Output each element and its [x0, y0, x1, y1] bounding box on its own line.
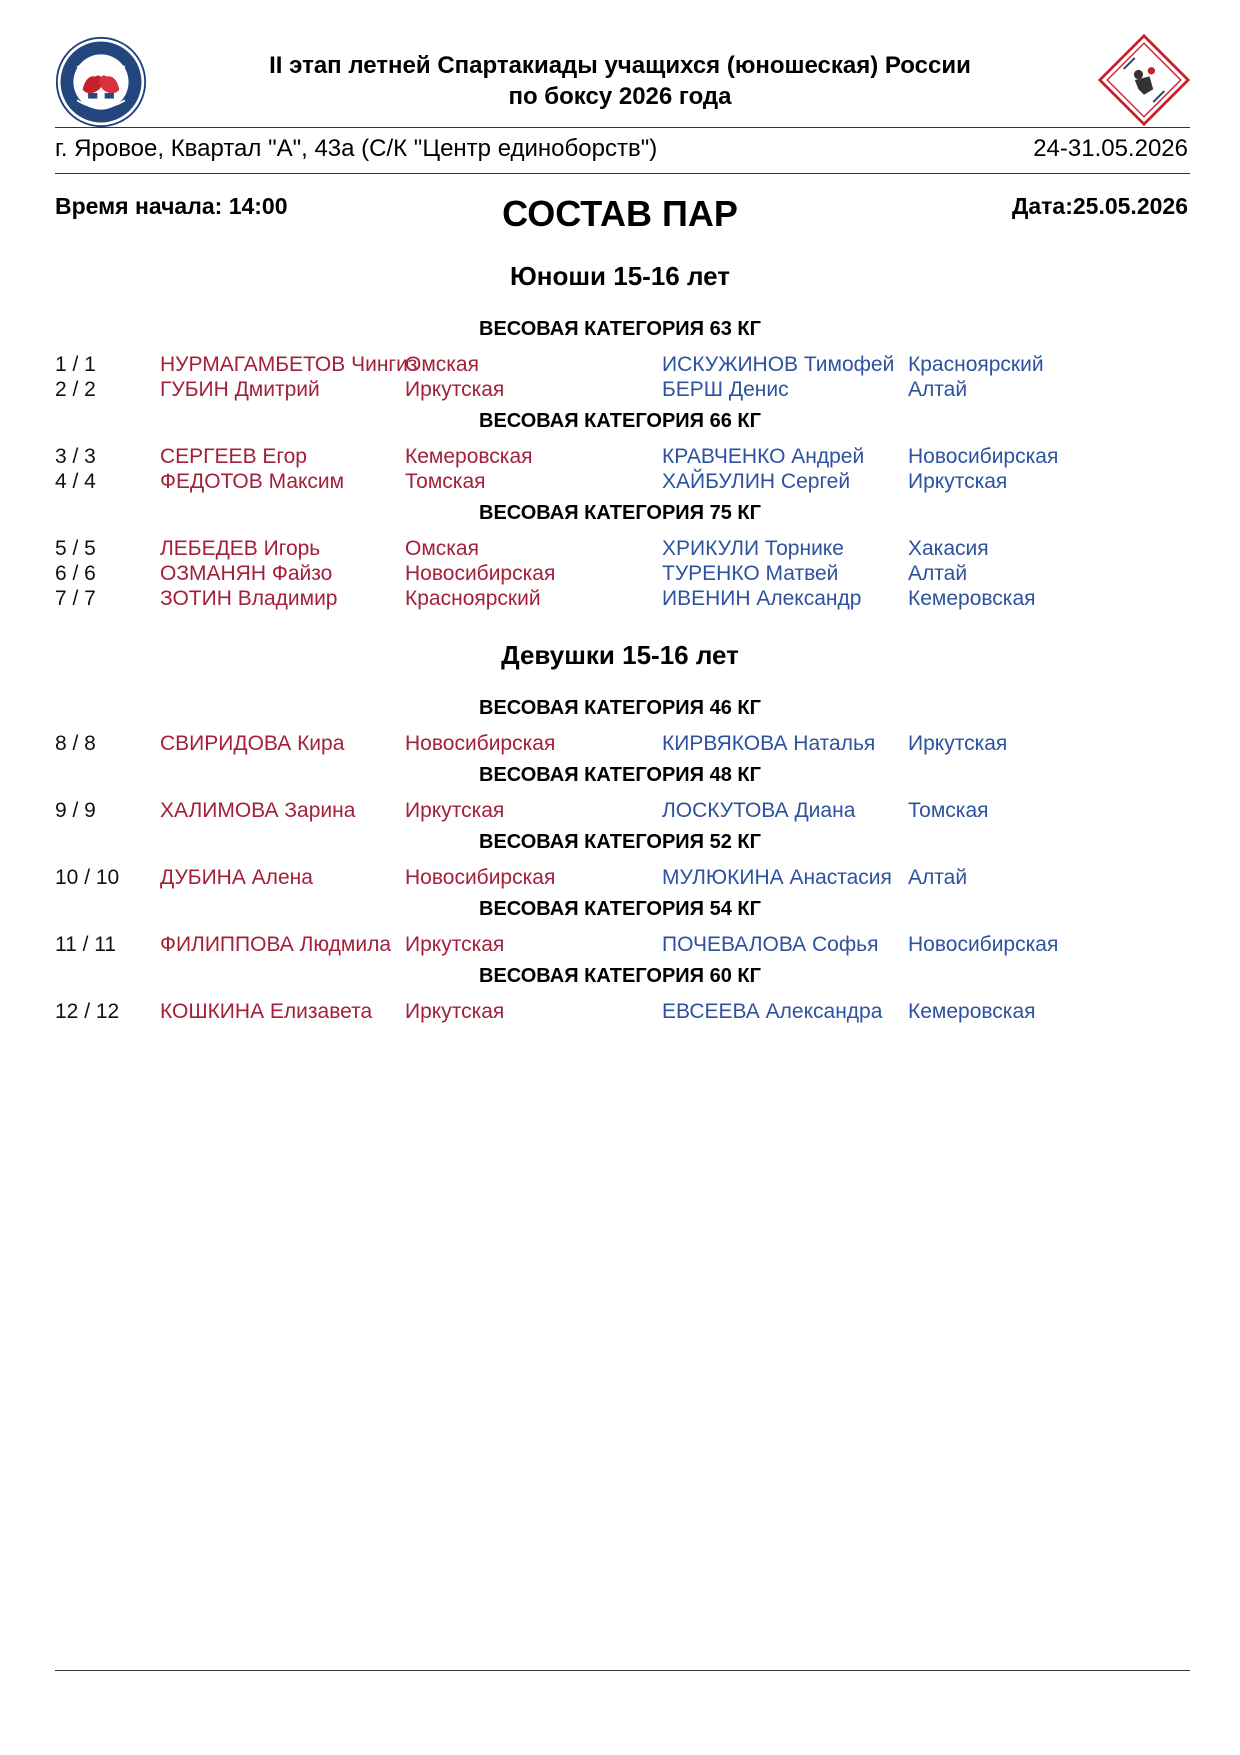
- blue-corner-name: ЕВСЕЕВА Александра: [662, 1000, 883, 1023]
- red-corner-name: ФЕДОТОВ Максим: [160, 470, 345, 493]
- bout-number: 9 / 9: [55, 799, 96, 822]
- red-corner-name: СВИРИДОВА Кира: [160, 732, 345, 755]
- footer-divider: [55, 1670, 1190, 1671]
- weight-category-title: ВЕСОВАЯ КАТЕГОРИЯ 66 КГ: [479, 410, 761, 432]
- weight-category-title: ВЕСОВАЯ КАТЕГОРИЯ 54 КГ: [479, 898, 761, 920]
- red-corner-region: Новосибирская: [405, 562, 556, 585]
- category-spacer: [0, 494, 1240, 498]
- bout-number: 10 / 10: [55, 866, 120, 889]
- blue-corner-name: БЕРШ Денис: [662, 378, 789, 401]
- blue-corner-region: Новосибирская: [908, 933, 1059, 956]
- blue-corner-name: ЛОСКУТОВА Диана: [662, 799, 856, 822]
- bout-row: [0, 561, 1240, 586]
- bout-number: 7 / 7: [55, 587, 96, 610]
- blue-corner-region: Новосибирская: [908, 445, 1059, 468]
- red-corner-name: КОШКИНА Елизавета: [160, 1000, 373, 1023]
- bout-number: 1 / 1: [55, 353, 96, 376]
- blue-corner-region: Иркутская: [908, 732, 1008, 755]
- category-spacer: [0, 756, 1240, 760]
- blue-corner-name: ХАЙБУЛИН Сергей: [662, 470, 851, 493]
- federation-logo-left: [55, 36, 147, 128]
- weight-category-title: ВЕСОВАЯ КАТЕГОРИЯ 52 КГ: [479, 831, 761, 853]
- category-spacer: [0, 957, 1240, 961]
- blue-corner-name: ПОЧЕВАЛОВА Софья: [662, 933, 879, 956]
- category-spacer: [0, 611, 1240, 615]
- red-corner-name: НУРМАГАМБЕТОВ Чингиз: [160, 353, 418, 376]
- event-dates: 24-31.05.2026: [1033, 135, 1188, 162]
- blue-corner-name: ТУРЕНКО Матвей: [662, 562, 839, 585]
- category-spacer: [0, 1024, 1240, 1028]
- bout-row: [0, 586, 1240, 611]
- red-corner-region: Иркутская: [405, 933, 505, 956]
- blue-corner-region: Томская: [908, 799, 989, 822]
- blue-corner-name: ИВЕНИН Александр: [662, 587, 862, 610]
- red-corner-region: Иркутская: [405, 799, 505, 822]
- blue-corner-name: МУЛЮКИНА Анастасия: [662, 866, 892, 889]
- start-time-value: 14:00: [228, 193, 288, 219]
- red-corner-region: Иркутская: [405, 1000, 505, 1023]
- blue-corner-region: Алтай: [908, 866, 968, 889]
- red-corner-region: Новосибирская: [405, 732, 556, 755]
- bout-list: [0, 258, 1240, 1028]
- bout-row: [0, 999, 1240, 1024]
- red-corner-name: ЗОТИН Владимир: [160, 587, 338, 610]
- blue-corner-region: Иркутская: [908, 470, 1008, 493]
- bout-row: [0, 536, 1240, 561]
- age-group-title: Юноши 15-16 лет: [509, 261, 731, 291]
- bout-number: 2 / 2: [55, 378, 96, 401]
- event-title: [190, 50, 1050, 112]
- bout-number: 5 / 5: [55, 537, 96, 560]
- bout-number: 8 / 8: [55, 732, 96, 755]
- bout-number: 4 / 4: [55, 470, 96, 493]
- weight-category-title: ВЕСОВАЯ КАТЕГОРИЯ 63 КГ: [479, 318, 761, 340]
- red-corner-name: ФИЛИППОВА Людмила: [160, 933, 392, 956]
- bout-number: 3 / 3: [55, 445, 96, 468]
- red-corner-region: Томская: [405, 470, 486, 493]
- start-time-label: Время начала:: [55, 193, 223, 219]
- age-group-title: Девушки 15-16 лет: [501, 640, 739, 670]
- blue-corner-region: Алтай: [908, 378, 968, 401]
- bout-row: [0, 865, 1240, 890]
- red-corner-region: Кемеровская: [405, 445, 533, 468]
- red-corner-region: Иркутская: [405, 378, 505, 401]
- category-spacer: [0, 402, 1240, 406]
- bout-number: 11 / 11: [55, 933, 117, 956]
- red-corner-region: Новосибирская: [405, 866, 556, 889]
- header-divider-bottom: [55, 173, 1190, 174]
- weight-category-title: ВЕСОВАЯ КАТЕГОРИЯ 75 КГ: [479, 502, 761, 524]
- bout-date: [1012, 193, 1188, 220]
- red-corner-region: Омская: [405, 537, 479, 560]
- weight-category-title: ВЕСОВАЯ КАТЕГОРИЯ 48 КГ: [479, 764, 761, 786]
- red-corner-name: ОЗМАНЯН Файзо: [160, 562, 333, 585]
- event-title-line2: по боксу 2026 года: [508, 83, 732, 110]
- red-corner-name: ДУБИНА Алена: [160, 866, 313, 889]
- blue-corner-name: ИСКУЖИНОВ Тимофей: [662, 353, 895, 376]
- bout-number: 6 / 6: [55, 562, 96, 585]
- weight-category-title: ВЕСОВАЯ КАТЕГОРИЯ 60 КГ: [479, 965, 761, 987]
- bout-row: [0, 377, 1240, 402]
- blue-corner-name: КРАВЧЕНКО Андрей: [662, 445, 865, 468]
- bout-row: [0, 352, 1240, 377]
- blue-corner-region: Красноярский: [908, 353, 1044, 376]
- bout-row: [0, 798, 1240, 823]
- blue-corner-name: ХРИКУЛИ Торнике: [662, 537, 844, 560]
- bout-date-label: Дата:: [1011, 193, 1073, 219]
- document-title: СОСТАВ ПАР: [502, 193, 738, 234]
- event-title-line1: II этап летней Спартакиады учащихся (юношеская) России: [269, 52, 971, 79]
- red-corner-region: Красноярский: [405, 587, 541, 610]
- red-corner-region: Омская: [405, 353, 479, 376]
- red-corner-name: ХАЛИМОВА Зарина: [160, 799, 356, 822]
- federation-logo-right: [1098, 34, 1190, 126]
- blue-corner-region: Кемеровская: [908, 1000, 1036, 1023]
- category-spacer: [0, 823, 1240, 827]
- bout-row: [0, 444, 1240, 469]
- red-corner-name: ЛЕБЕДЕВ Игорь: [160, 537, 321, 560]
- blue-corner-name: КИРВЯКОВА Наталья: [662, 732, 876, 755]
- bout-number: 12 / 12: [55, 1000, 120, 1023]
- red-corner-name: ГУБИН Дмитрий: [160, 378, 320, 401]
- bout-row: [0, 932, 1240, 957]
- bout-row: [0, 469, 1240, 494]
- blue-corner-region: Алтай: [908, 562, 968, 585]
- red-corner-name: СЕРГЕЕВ Егор: [160, 445, 307, 468]
- bout-row: [0, 731, 1240, 756]
- bout-date-value: 25.05.2026: [1072, 193, 1188, 219]
- weight-category-title: ВЕСОВАЯ КАТЕГОРИЯ 46 КГ: [479, 697, 761, 719]
- blue-corner-region: Хакасия: [908, 537, 989, 560]
- venue: г. Яровое, Квартал "А", 43а (С/К "Центр единоборств"): [55, 135, 658, 162]
- start-time: [55, 193, 288, 220]
- blue-corner-region: Кемеровская: [908, 587, 1036, 610]
- category-spacer: [0, 890, 1240, 894]
- header-divider-top: [55, 127, 1190, 128]
